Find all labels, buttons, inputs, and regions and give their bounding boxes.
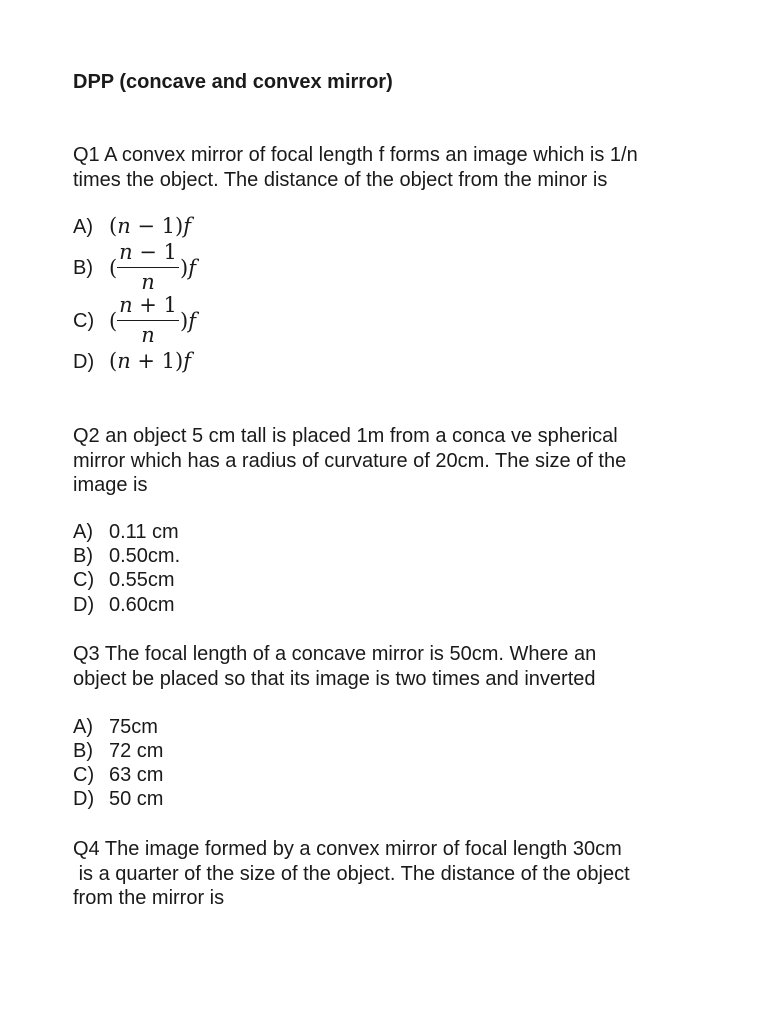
question-3-option-c: C) 63 cm: [73, 764, 164, 786]
question-2-option-a: A) 0.11 cm: [73, 521, 179, 543]
question-3-option-a: A) 75cm: [73, 716, 158, 738]
option-label: D): [73, 351, 95, 373]
question-4-text: Q4 The image formed by a convex mirror of focal length 30cm is a quarter of the size of the object. The distance of the object from the mirror is: [73, 838, 630, 909]
question-2-option-b: B) 0.50cm.: [73, 545, 181, 567]
option-label: A): [73, 216, 93, 238]
question-1-option-a: [73, 214, 191, 240]
document-title: DPP (concave and convex mirror): [73, 71, 393, 93]
question-1-option-c: C) ( n + 1 n )f: [73, 293, 196, 347]
question-3-option-d: D) 50 cm: [73, 788, 164, 810]
question-2-option-c: C) 0.55cm: [73, 569, 175, 591]
option-label: B): [73, 257, 93, 279]
question-3-option-b: B) 72 cm: [73, 740, 164, 762]
question-3-text: Q3 The focal length of a concave mirror is 50cm. Where an object be placed so that its image is two times and inverted: [73, 643, 597, 690]
question-2-option-d: D) 0.60cm: [73, 594, 175, 616]
option-label: C): [73, 310, 95, 332]
option-a-formula: (n − 1)f: [109, 214, 192, 238]
question-2-text: Q2 an object 5 cm tall is placed 1m from a conca ve spherical mirror which has a radius of curvature of 20cm. The size of the image is: [73, 425, 627, 496]
option-d-formula: (n + 1)f: [109, 349, 192, 373]
question-1-option-d: [73, 349, 191, 375]
question-1-option-b: B) ( n − 1 n )f: [73, 240, 196, 294]
question-1-text: Q1 A convex mirror of focal length f forms an image which is 1/n times the object. The distance of the object from the minor is: [73, 144, 638, 191]
